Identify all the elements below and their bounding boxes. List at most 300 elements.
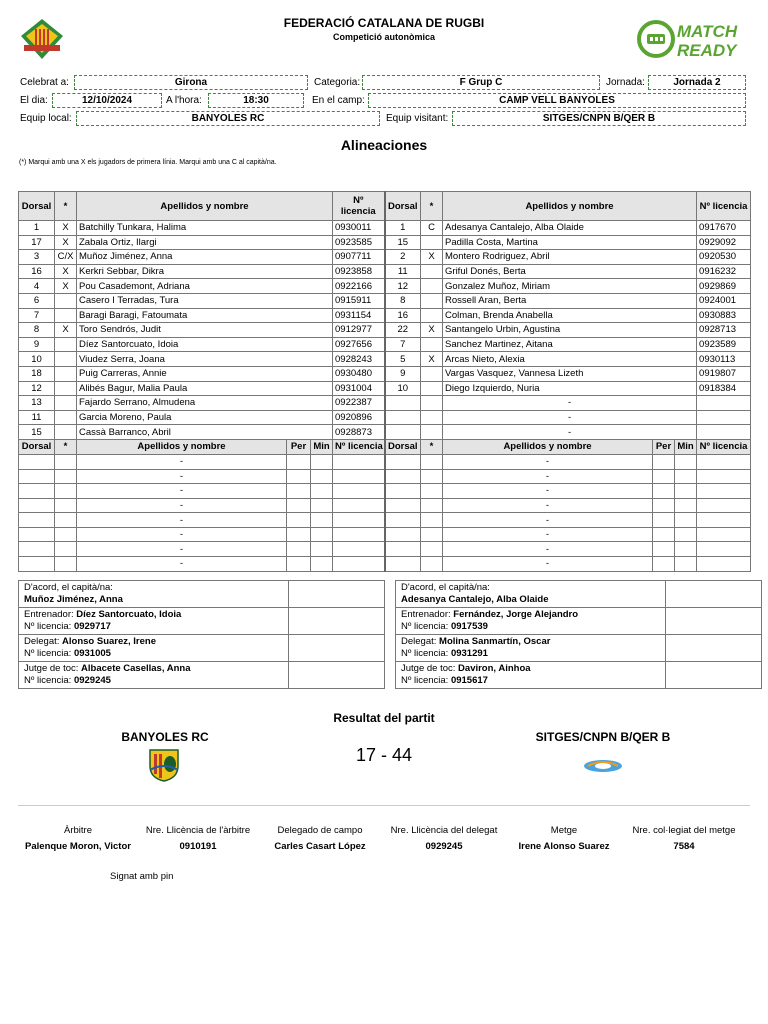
categoria-label: Categoria: <box>314 77 361 88</box>
visitor-repl-name: - <box>443 513 653 528</box>
local-licence: 0922166 <box>333 279 385 294</box>
col-min: Min <box>311 439 333 454</box>
col-licence: Nº licencia <box>697 439 751 454</box>
local-player-name: Fajardo Serrano, Almudena <box>77 396 333 411</box>
player-row <box>19 323 751 338</box>
visitor-repl-licence <box>697 542 751 557</box>
visitor-mark <box>421 264 443 279</box>
official-label: Metge <box>550 825 578 836</box>
local-mark: X <box>55 235 77 250</box>
local-dorsal: 11 <box>19 410 55 425</box>
visitor-delegate-licence: 0931291 <box>450 648 488 659</box>
local-dorsal: 17 <box>19 235 55 250</box>
player-row <box>19 337 751 352</box>
match-ready-logo-top: MATCH <box>677 22 738 41</box>
match-info <box>18 74 750 128</box>
col-licence: Nº licencia <box>333 439 385 454</box>
player-row <box>19 264 751 279</box>
visitor-delegate: Molina Sanmartín, Oscar <box>439 636 551 647</box>
touch-judge-label: Jutge de toc: <box>24 663 79 674</box>
visitor-repl-per <box>653 484 675 499</box>
licence-label: Nº licencia: <box>24 675 72 686</box>
visitor-licence: 0917670 <box>697 221 751 236</box>
visitor-mark: X <box>421 323 443 338</box>
official-label: Nre. col·legiat del metge <box>632 825 736 836</box>
visitor-touch-judge-cell <box>396 662 666 689</box>
result-title: Resultat del partit <box>333 711 435 725</box>
local-captain: Muñoz Jiménez, Anna <box>24 594 123 605</box>
replacements-header-row <box>19 439 751 454</box>
local-player-name: Toro Sendrós, Judit <box>77 323 333 338</box>
local-mark <box>55 410 77 425</box>
local-mark <box>55 308 77 323</box>
local-repl-dorsal <box>19 469 55 484</box>
player-row <box>19 221 751 236</box>
visitor-dorsal <box>385 410 421 425</box>
local-repl-mark <box>55 513 77 528</box>
licence-label: Nº licencia: <box>401 648 449 659</box>
local-label: Equip local: <box>20 113 72 124</box>
local-mark <box>55 293 77 308</box>
local-dorsal: 6 <box>19 293 55 308</box>
official-label: Àrbitre <box>64 825 92 836</box>
visitant-label: Equip visitant: <box>386 113 449 124</box>
replacements-body <box>19 454 751 571</box>
visitor-player-name: - <box>443 410 697 425</box>
col-dorsal: Dorsal <box>385 192 421 221</box>
coach-label: Entrenador: <box>401 609 451 620</box>
local-player-name: Díez Santorcuato, Idoia <box>77 337 333 352</box>
camp-label: En el camp: <box>312 95 365 106</box>
visitor-mark: C <box>421 221 443 236</box>
local-repl-per <box>287 484 311 499</box>
visitor-repl-licence <box>697 527 751 542</box>
captain-row <box>19 581 762 608</box>
visitor-dorsal: 22 <box>385 323 421 338</box>
local-dorsal: 4 <box>19 279 55 294</box>
visitor-captain: Adesanya Cantalejo, Alba Olaide <box>401 594 549 605</box>
col-name: Apellidos y nombre <box>77 439 287 454</box>
competition-subtitle: Competició autonòmica <box>332 32 435 42</box>
visitor-repl-mark <box>421 527 443 542</box>
licence-label: Nº licencia: <box>24 621 72 632</box>
delegate-label: Delegat: <box>401 636 437 647</box>
visitor-dorsal: 11 <box>385 264 421 279</box>
official-value: 0910191 <box>179 841 217 852</box>
visitor-coach-cell <box>396 608 666 635</box>
visitor-player-name: Colman, Brenda Anabella <box>443 308 697 323</box>
local-licence: 0931154 <box>333 308 385 323</box>
col-per: Per <box>287 439 311 454</box>
local-delegate-signature <box>289 635 385 662</box>
local-repl-min <box>311 484 333 499</box>
visitor-licence <box>697 396 751 411</box>
official-value: Palenque Moron, Victor <box>25 841 131 852</box>
local-repl-name: - <box>77 469 287 484</box>
local-repl-licence <box>333 542 385 557</box>
visitor-repl-min <box>675 469 697 484</box>
visitor-touch-judge: Daviron, Ainhoa <box>458 663 531 674</box>
visitor-licence: 0919807 <box>697 366 751 381</box>
local-repl-dorsal <box>19 557 55 572</box>
player-row <box>19 235 751 250</box>
visitor-licence: 0930883 <box>697 308 751 323</box>
local-team-name: BANYOLES RC <box>121 730 209 744</box>
visitor-repl-min <box>675 527 697 542</box>
visitor-dorsal: 5 <box>385 352 421 367</box>
local-mark <box>55 396 77 411</box>
visitor-repl-name: - <box>443 527 653 542</box>
local-repl-min <box>311 527 333 542</box>
local-mark: X <box>55 264 77 279</box>
col-mark: * <box>55 439 77 454</box>
visitor-repl-per <box>653 513 675 528</box>
local-repl-licence <box>333 469 385 484</box>
visitor-mark <box>421 425 443 440</box>
visitor-dorsal: 2 <box>385 250 421 265</box>
players-body <box>19 221 751 440</box>
local-team-crest-icon <box>148 748 180 782</box>
replacement-row <box>19 469 751 484</box>
visitor-repl-mark <box>421 557 443 572</box>
local-player-name: Baragi Baragi, Fatoumata <box>77 308 333 323</box>
lineup-table <box>18 191 751 572</box>
replacement-row <box>19 454 751 469</box>
visitor-repl-mark <box>421 484 443 499</box>
local-dorsal: 10 <box>19 352 55 367</box>
jornada-field: Jornada 2 <box>648 75 746 90</box>
local-mark <box>55 381 77 396</box>
local-repl-per <box>287 527 311 542</box>
visitor-player-name: Montero Rodriguez, Abril <box>443 250 697 265</box>
local-repl-name: - <box>77 527 287 542</box>
local-repl-licence <box>333 513 385 528</box>
local-mark: X <box>55 323 77 338</box>
visitor-dorsal: 9 <box>385 366 421 381</box>
local-mark <box>55 366 77 381</box>
divider <box>18 805 750 806</box>
visitor-mark <box>421 235 443 250</box>
local-repl-name: - <box>77 484 287 499</box>
visitor-dorsal: 10 <box>385 381 421 396</box>
player-row <box>19 308 751 323</box>
local-dorsal: 18 <box>19 366 55 381</box>
player-row <box>19 279 751 294</box>
delegate-row <box>19 635 762 662</box>
local-repl-dorsal <box>19 513 55 528</box>
official-value: 7584 <box>673 841 695 852</box>
captain-label: D'acord, el capità/na: <box>401 582 490 593</box>
local-repl-licence <box>333 454 385 469</box>
local-repl-licence <box>333 557 385 572</box>
visitor-licence: 0920530 <box>697 250 751 265</box>
visitor-delegate-signature <box>666 635 762 662</box>
col-licence: Nº licencia <box>333 192 385 221</box>
player-row <box>19 366 751 381</box>
official-label: Nre. Llicència de l'àrbitre <box>145 825 251 836</box>
local-field: BANYOLES RC <box>76 111 380 126</box>
licence-label: Nº licencia: <box>401 621 449 632</box>
visitor-dorsal: 7 <box>385 337 421 352</box>
local-licence: 0915911 <box>333 293 385 308</box>
official-item <box>258 825 382 852</box>
visitor-player-name: Sanchez Martinez, Aitana <box>443 337 697 352</box>
visitor-repl-min <box>675 484 697 499</box>
visitor-coach-signature <box>666 608 762 635</box>
local-repl-per <box>287 513 311 528</box>
match-ready-logo-icon <box>636 18 748 60</box>
replacement-row <box>19 484 751 499</box>
match-ready-logo-bottom: READY <box>677 41 737 60</box>
local-licence: 0912977 <box>333 323 385 338</box>
local-mark: C/X <box>55 250 77 265</box>
visitor-touch-judge-signature <box>666 662 762 689</box>
visitor-repl-mark <box>421 498 443 513</box>
local-repl-licence <box>333 484 385 499</box>
player-row <box>19 352 751 367</box>
local-player-name: Pou Casademont, Adriana <box>77 279 333 294</box>
visitor-repl-dorsal <box>385 469 421 484</box>
visitor-licence: 0924001 <box>697 293 751 308</box>
local-repl-per <box>287 469 311 484</box>
visitor-player-name: - <box>443 396 697 411</box>
col-name: Apellidos y nombre <box>77 192 333 221</box>
visitor-repl-min <box>675 498 697 513</box>
local-dorsal: 3 <box>19 250 55 265</box>
visitor-delegate-cell <box>396 635 666 662</box>
visitor-dorsal <box>385 396 421 411</box>
local-repl-dorsal <box>19 498 55 513</box>
categoria-field: F Grup C <box>362 75 600 90</box>
col-mark: * <box>55 192 77 221</box>
visitor-repl-per <box>653 557 675 572</box>
replacement-row <box>19 542 751 557</box>
local-licence: 0930011 <box>333 221 385 236</box>
local-licence: 0931004 <box>333 381 385 396</box>
document-header <box>0 0 768 68</box>
local-repl-name: - <box>77 542 287 557</box>
dia-label: El dia: <box>20 95 48 106</box>
local-dorsal: 1 <box>19 221 55 236</box>
touch-judge-label: Jutge de toc: <box>401 663 456 674</box>
local-repl-dorsal <box>19 542 55 557</box>
local-repl-mark <box>55 498 77 513</box>
official-item <box>502 825 626 852</box>
captain-label: D'acord, el capità/na: <box>24 582 113 593</box>
local-dorsal: 13 <box>19 396 55 411</box>
col-dorsal: Dorsal <box>19 439 55 454</box>
local-repl-min <box>311 513 333 528</box>
visitor-team-name: SITGES/CNPN B/QER B <box>535 730 671 744</box>
celebrat-label: Celebrat a: <box>20 77 69 88</box>
local-dorsal: 8 <box>19 323 55 338</box>
visitor-licence: 0916232 <box>697 264 751 279</box>
local-dorsal: 16 <box>19 264 55 279</box>
local-captain-cell <box>19 581 289 608</box>
local-mark <box>55 337 77 352</box>
local-licence: 0920896 <box>333 410 385 425</box>
visitor-licence: 0930113 <box>697 352 751 367</box>
col-mark: * <box>421 192 443 221</box>
staff-table <box>18 580 762 689</box>
visitor-player-name: Vargas Vasquez, Vannesa Lizeth <box>443 366 697 381</box>
visitor-captain-signature <box>666 581 762 608</box>
local-coach: Díez Santorcuato, Idoia <box>76 609 182 620</box>
local-touch-judge-licence: 0929245 <box>73 675 111 686</box>
visitor-player-name: Santangelo Urbin, Agustina <box>443 323 697 338</box>
visitor-player-name: Diego Izquierdo, Nuria <box>443 381 697 396</box>
local-repl-name: - <box>77 454 287 469</box>
local-repl-licence <box>333 498 385 513</box>
player-row <box>19 381 751 396</box>
visitor-licence: 0929869 <box>697 279 751 294</box>
local-player-name: Kerkri Sebbar, Dikra <box>77 264 333 279</box>
camp-field: CAMP VELL BANYOLES <box>368 93 746 108</box>
visitor-licence: 0923589 <box>697 337 751 352</box>
player-row <box>19 410 751 425</box>
col-name: Apellidos y nombre <box>443 192 697 221</box>
official-label: Nre. Llicència del delegat <box>390 825 498 836</box>
visitor-dorsal: 1 <box>385 221 421 236</box>
local-licence: 0923585 <box>333 235 385 250</box>
visitor-repl-per <box>653 469 675 484</box>
local-repl-dorsal <box>19 484 55 499</box>
visitor-player-name: Griful Donés, Berta <box>443 264 697 279</box>
visitor-dorsal: 16 <box>385 308 421 323</box>
player-row <box>19 293 751 308</box>
visitor-mark <box>421 293 443 308</box>
licence-label: Nº licencia: <box>401 675 449 686</box>
visitor-repl-min <box>675 513 697 528</box>
local-repl-mark <box>55 527 77 542</box>
local-repl-min <box>311 454 333 469</box>
local-dorsal: 7 <box>19 308 55 323</box>
official-item <box>136 825 260 852</box>
replacement-row <box>19 557 751 572</box>
visitor-coach-licence: 0917539 <box>450 621 488 632</box>
lineup-header-row <box>19 192 751 221</box>
local-repl-min <box>311 542 333 557</box>
local-player-name: Alibés Bagur, Malia Paula <box>77 381 333 396</box>
visitor-repl-dorsal <box>385 527 421 542</box>
visitor-repl-licence <box>697 513 751 528</box>
local-repl-per <box>287 542 311 557</box>
local-repl-mark <box>55 469 77 484</box>
local-player-name: Zabala Ortiz, Ilargi <box>77 235 333 250</box>
local-licence: 0923858 <box>333 264 385 279</box>
visitor-repl-dorsal <box>385 484 421 499</box>
local-coach-cell <box>19 608 289 635</box>
delegate-label: Delegat: <box>24 636 60 647</box>
local-mark <box>55 425 77 440</box>
local-mark: X <box>55 221 77 236</box>
visitor-repl-name: - <box>443 542 653 557</box>
col-dorsal: Dorsal <box>19 192 55 221</box>
visitor-repl-licence <box>697 498 751 513</box>
replacement-row <box>19 498 751 513</box>
local-licence: 0928243 <box>333 352 385 367</box>
replacement-row <box>19 513 751 528</box>
visitor-captain-cell <box>396 581 666 608</box>
visitor-dorsal: 15 <box>385 235 421 250</box>
local-repl-name: - <box>77 498 287 513</box>
local-repl-mark <box>55 542 77 557</box>
visitor-licence: 0929092 <box>697 235 751 250</box>
local-player-name: Casero I Terradas, Tura <box>77 293 333 308</box>
visitor-dorsal <box>385 425 421 440</box>
replacement-row <box>19 527 751 542</box>
local-touch-judge: Albacete Casellas, Anna <box>81 663 191 674</box>
visitor-mark <box>421 381 443 396</box>
local-repl-min <box>311 469 333 484</box>
jornada-label: Jornada: <box>606 77 645 88</box>
visitor-licence <box>697 425 751 440</box>
visitor-repl-min <box>675 542 697 557</box>
local-repl-mark <box>55 454 77 469</box>
local-coach-licence: 0929717 <box>73 621 111 632</box>
hora-field: 18:30 <box>208 93 304 108</box>
local-delegate-cell <box>19 635 289 662</box>
visitor-repl-name: - <box>443 484 653 499</box>
celebrat-field: Girona <box>74 75 308 90</box>
local-repl-dorsal <box>19 527 55 542</box>
local-repl-min <box>311 557 333 572</box>
local-licence: 0927656 <box>333 337 385 352</box>
federation-title: FEDERACIÓ CATALANA DE RUGBI <box>283 16 485 30</box>
local-repl-name: - <box>77 513 287 528</box>
visitor-repl-licence <box>697 557 751 572</box>
visitor-repl-licence <box>697 469 751 484</box>
visitor-repl-name: - <box>443 498 653 513</box>
local-player-name: Muñoz Jiménez, Anna <box>77 250 333 265</box>
local-player-name: Garcia Moreno, Paula <box>77 410 333 425</box>
visitor-player-name: Rossell Aran, Berta <box>443 293 697 308</box>
visitor-dorsal: 12 <box>385 279 421 294</box>
visitor-repl-mark <box>421 469 443 484</box>
licence-label: Nº licencia: <box>24 648 72 659</box>
local-repl-per <box>287 498 311 513</box>
official-item <box>16 825 140 852</box>
local-repl-mark <box>55 557 77 572</box>
local-repl-per <box>287 454 311 469</box>
visitor-player-name: Adesanya Cantalejo, Alba Olaide <box>443 221 697 236</box>
official-item <box>382 825 506 852</box>
visitor-repl-per <box>653 454 675 469</box>
player-row <box>19 396 751 411</box>
local-player-name: Viudez Serra, Joana <box>77 352 333 367</box>
local-licence: 0922387 <box>333 396 385 411</box>
col-min: Min <box>675 439 697 454</box>
visitor-repl-dorsal <box>385 454 421 469</box>
visitor-repl-licence <box>697 484 751 499</box>
local-repl-mark <box>55 484 77 499</box>
coach-label: Entrenador: <box>24 609 74 620</box>
local-licence: 0907711 <box>333 250 385 265</box>
visitor-licence: 0918384 <box>697 381 751 396</box>
local-touch-judge-signature <box>289 662 385 689</box>
visitor-repl-mark <box>421 542 443 557</box>
visitor-repl-mark <box>421 454 443 469</box>
local-repl-dorsal <box>19 454 55 469</box>
touch-judge-row <box>19 662 762 689</box>
local-dorsal: 9 <box>19 337 55 352</box>
visitor-coach: Fernández, Jorge Alejandro <box>453 609 579 620</box>
visitor-player-name: - <box>443 425 697 440</box>
player-row <box>19 250 751 265</box>
visitor-repl-name: - <box>443 557 653 572</box>
local-licence: 0928873 <box>333 425 385 440</box>
col-mark: * <box>421 439 443 454</box>
